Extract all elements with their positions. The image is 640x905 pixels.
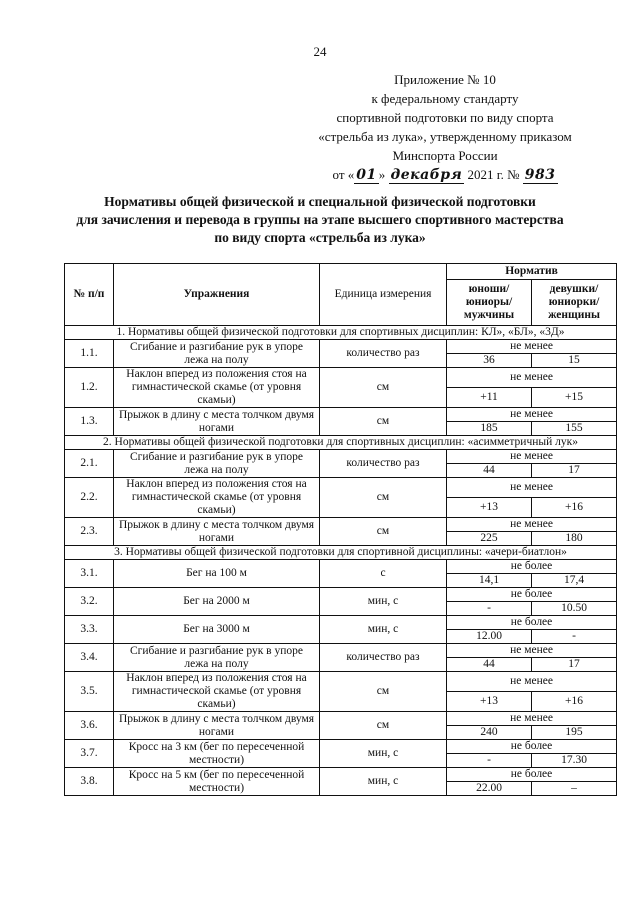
title-line-1: Нормативы общей физической и специальной физической подготовки <box>104 194 536 209</box>
norm-condition: не более <box>447 740 617 754</box>
table-row <box>65 768 617 782</box>
exercise-name: Бег на 100 м <box>114 560 320 588</box>
male-value: 36 <box>447 354 532 368</box>
male-value: 44 <box>447 658 532 672</box>
measurement-unit: мин, с <box>320 740 447 768</box>
title-line-3: по виду спорта «стрельба из лука» <box>214 230 426 245</box>
measurement-unit: мин, с <box>320 768 447 796</box>
row-number: 1.1. <box>65 340 114 368</box>
page-number: 24 <box>313 44 327 59</box>
male-value: +13 <box>447 498 532 518</box>
norm-condition: не менее <box>447 478 617 498</box>
measurement-unit: мин, с <box>320 616 447 644</box>
measurement-unit: см <box>320 478 447 518</box>
table-row <box>65 368 617 388</box>
female-value: 17.30 <box>532 754 617 768</box>
table-row <box>65 408 617 422</box>
section-header-row <box>65 326 617 340</box>
norm-condition: не менее <box>447 450 617 464</box>
exercise-name: Кросс на 5 км (бег по пересеченной местности) <box>114 768 320 796</box>
row-number: 2.2. <box>65 478 114 518</box>
header-num: № п/п <box>65 264 114 326</box>
measurement-unit: количество раз <box>320 450 447 478</box>
date-mid: » <box>378 167 386 182</box>
row-number: 3.3. <box>65 616 114 644</box>
measurement-unit: см <box>320 712 447 740</box>
table-body <box>65 326 617 796</box>
exercise-name: Сгибание и разгибание рук в упоре лежа на полу <box>114 450 320 478</box>
norm-condition: не более <box>447 616 617 630</box>
row-number: 3.7. <box>65 740 114 768</box>
table-row <box>65 450 617 464</box>
section-header-row <box>65 546 617 560</box>
male-value: 44 <box>447 464 532 478</box>
male-value: 225 <box>447 532 532 546</box>
document-title <box>0 193 640 247</box>
handwritten-day: 01 <box>356 167 377 183</box>
female-value: +16 <box>532 498 617 518</box>
norms-table <box>64 263 617 796</box>
appendix-line-3: спортивной подготовки по виду спорта <box>336 110 554 125</box>
table-row <box>65 560 617 574</box>
table-row <box>65 478 617 498</box>
appendix-line-2: к федеральному стандарту <box>371 91 519 106</box>
row-number: 2.1. <box>65 450 114 478</box>
norm-condition: не менее <box>447 712 617 726</box>
section-header-row <box>65 436 617 450</box>
exercise-name: Бег на 2000 м <box>114 588 320 616</box>
exercise-name: Сгибание и разгибание рук в упоре лежа на полу <box>114 340 320 368</box>
handwritten-order-number: 983 <box>524 167 556 183</box>
table-row <box>65 518 617 532</box>
female-value: 10.50 <box>532 602 617 616</box>
norm-condition: не более <box>447 588 617 602</box>
header-unit: Единица измерения <box>320 264 447 326</box>
handwritten-month: декабря <box>390 167 463 183</box>
male-value: 240 <box>447 726 532 740</box>
row-number: 2.3. <box>65 518 114 546</box>
female-value: 195 <box>532 726 617 740</box>
exercise-name: Наклон вперед из положения стоя на гимнастической скамье (от уровня скамьи) <box>114 672 320 712</box>
measurement-unit: количество раз <box>320 644 447 672</box>
norm-condition: не менее <box>447 644 617 658</box>
male-value: - <box>447 754 532 768</box>
section-title: 1. Нормативы общей физической подготовки для спортивных дисциплин: КЛ», «БЛ», «3Д» <box>65 326 617 340</box>
exercise-name: Наклон вперед из положения стоя на гимнастической скамье (от уровня скамьи) <box>114 478 320 518</box>
row-number: 1.3. <box>65 408 114 436</box>
measurement-unit: см <box>320 672 447 712</box>
section-title: 3. Нормативы общей физической подготовки для спортивной дисциплины: «ачери-биатлон» <box>65 546 617 560</box>
row-number: 3.4. <box>65 644 114 672</box>
male-value: 185 <box>447 422 532 436</box>
table-row <box>65 740 617 754</box>
norm-condition: не более <box>447 768 617 782</box>
row-number: 1.2. <box>65 368 114 408</box>
header-exercise: Упражнения <box>114 264 320 326</box>
exercise-name: Сгибание и разгибание рук в упоре лежа на полу <box>114 644 320 672</box>
row-number: 3.2. <box>65 588 114 616</box>
order-date-line <box>300 165 590 185</box>
norm-condition: не менее <box>447 340 617 354</box>
exercise-name: Наклон вперед из положения стоя на гимнастической скамье (от уровня скамьи) <box>114 368 320 408</box>
measurement-unit: см <box>320 408 447 436</box>
female-value: 180 <box>532 532 617 546</box>
measurement-unit: с <box>320 560 447 588</box>
section-title: 2. Нормативы общей физической подготовки для спортивных дисциплин: «асимметричный лук» <box>65 436 617 450</box>
exercise-name: Кросс на 3 км (бег по пересеченной местности) <box>114 740 320 768</box>
appendix-header <box>300 70 590 185</box>
table-row <box>65 616 617 630</box>
header-female: девушки/ юниорки/ женщины <box>532 280 617 326</box>
male-value: - <box>447 602 532 616</box>
row-number: 3.6. <box>65 712 114 740</box>
female-value: 17 <box>532 464 617 478</box>
appendix-line-1: Приложение № 10 <box>394 72 496 87</box>
header-male: юноши/ юниоры/ мужчины <box>447 280 532 326</box>
norm-condition: не менее <box>447 368 617 388</box>
measurement-unit: см <box>320 368 447 408</box>
title-line-2: для зачисления и перевода в группы на этапе высшего спортивного мастерства <box>76 212 564 227</box>
row-number: 3.1. <box>65 560 114 588</box>
male-value: 12.00 <box>447 630 532 644</box>
table-row <box>65 672 617 692</box>
male-value: +13 <box>447 692 532 712</box>
header-norm: Норматив <box>447 264 617 280</box>
exercise-name: Прыжок в длину с места толчком двумя ногами <box>114 518 320 546</box>
row-number: 3.5. <box>65 672 114 712</box>
norm-condition: не менее <box>447 518 617 532</box>
male-value: +11 <box>447 388 532 408</box>
date-prefix: от « <box>332 167 355 182</box>
measurement-unit: мин, с <box>320 588 447 616</box>
male-value: 14,1 <box>447 574 532 588</box>
exercise-name: Прыжок в длину с места толчком двумя ногами <box>114 408 320 436</box>
appendix-line-4: «стрельба из лука», утвержденному приказом <box>318 129 572 144</box>
table-row <box>65 340 617 354</box>
row-number: 3.8. <box>65 768 114 796</box>
appendix-line-5: Минспорта России <box>392 148 498 163</box>
female-value: +15 <box>532 388 617 408</box>
table-row <box>65 644 617 658</box>
norm-condition: не менее <box>447 672 617 692</box>
measurement-unit: см <box>320 518 447 546</box>
female-value: +16 <box>532 692 617 712</box>
female-value: – <box>532 782 617 796</box>
female-value: 155 <box>532 422 617 436</box>
norm-condition: не более <box>447 560 617 574</box>
measurement-unit: количество раз <box>320 340 447 368</box>
exercise-name: Бег на 3000 м <box>114 616 320 644</box>
female-value: 17 <box>532 658 617 672</box>
norm-condition: не менее <box>447 408 617 422</box>
female-value: - <box>532 630 617 644</box>
female-value: 15 <box>532 354 617 368</box>
female-value: 17,4 <box>532 574 617 588</box>
year-text: 2021 г. № <box>467 167 520 182</box>
table-row <box>65 588 617 602</box>
exercise-name: Прыжок в длину с места толчком двумя ногами <box>114 712 320 740</box>
table-row <box>65 712 617 726</box>
male-value: 22.00 <box>447 782 532 796</box>
